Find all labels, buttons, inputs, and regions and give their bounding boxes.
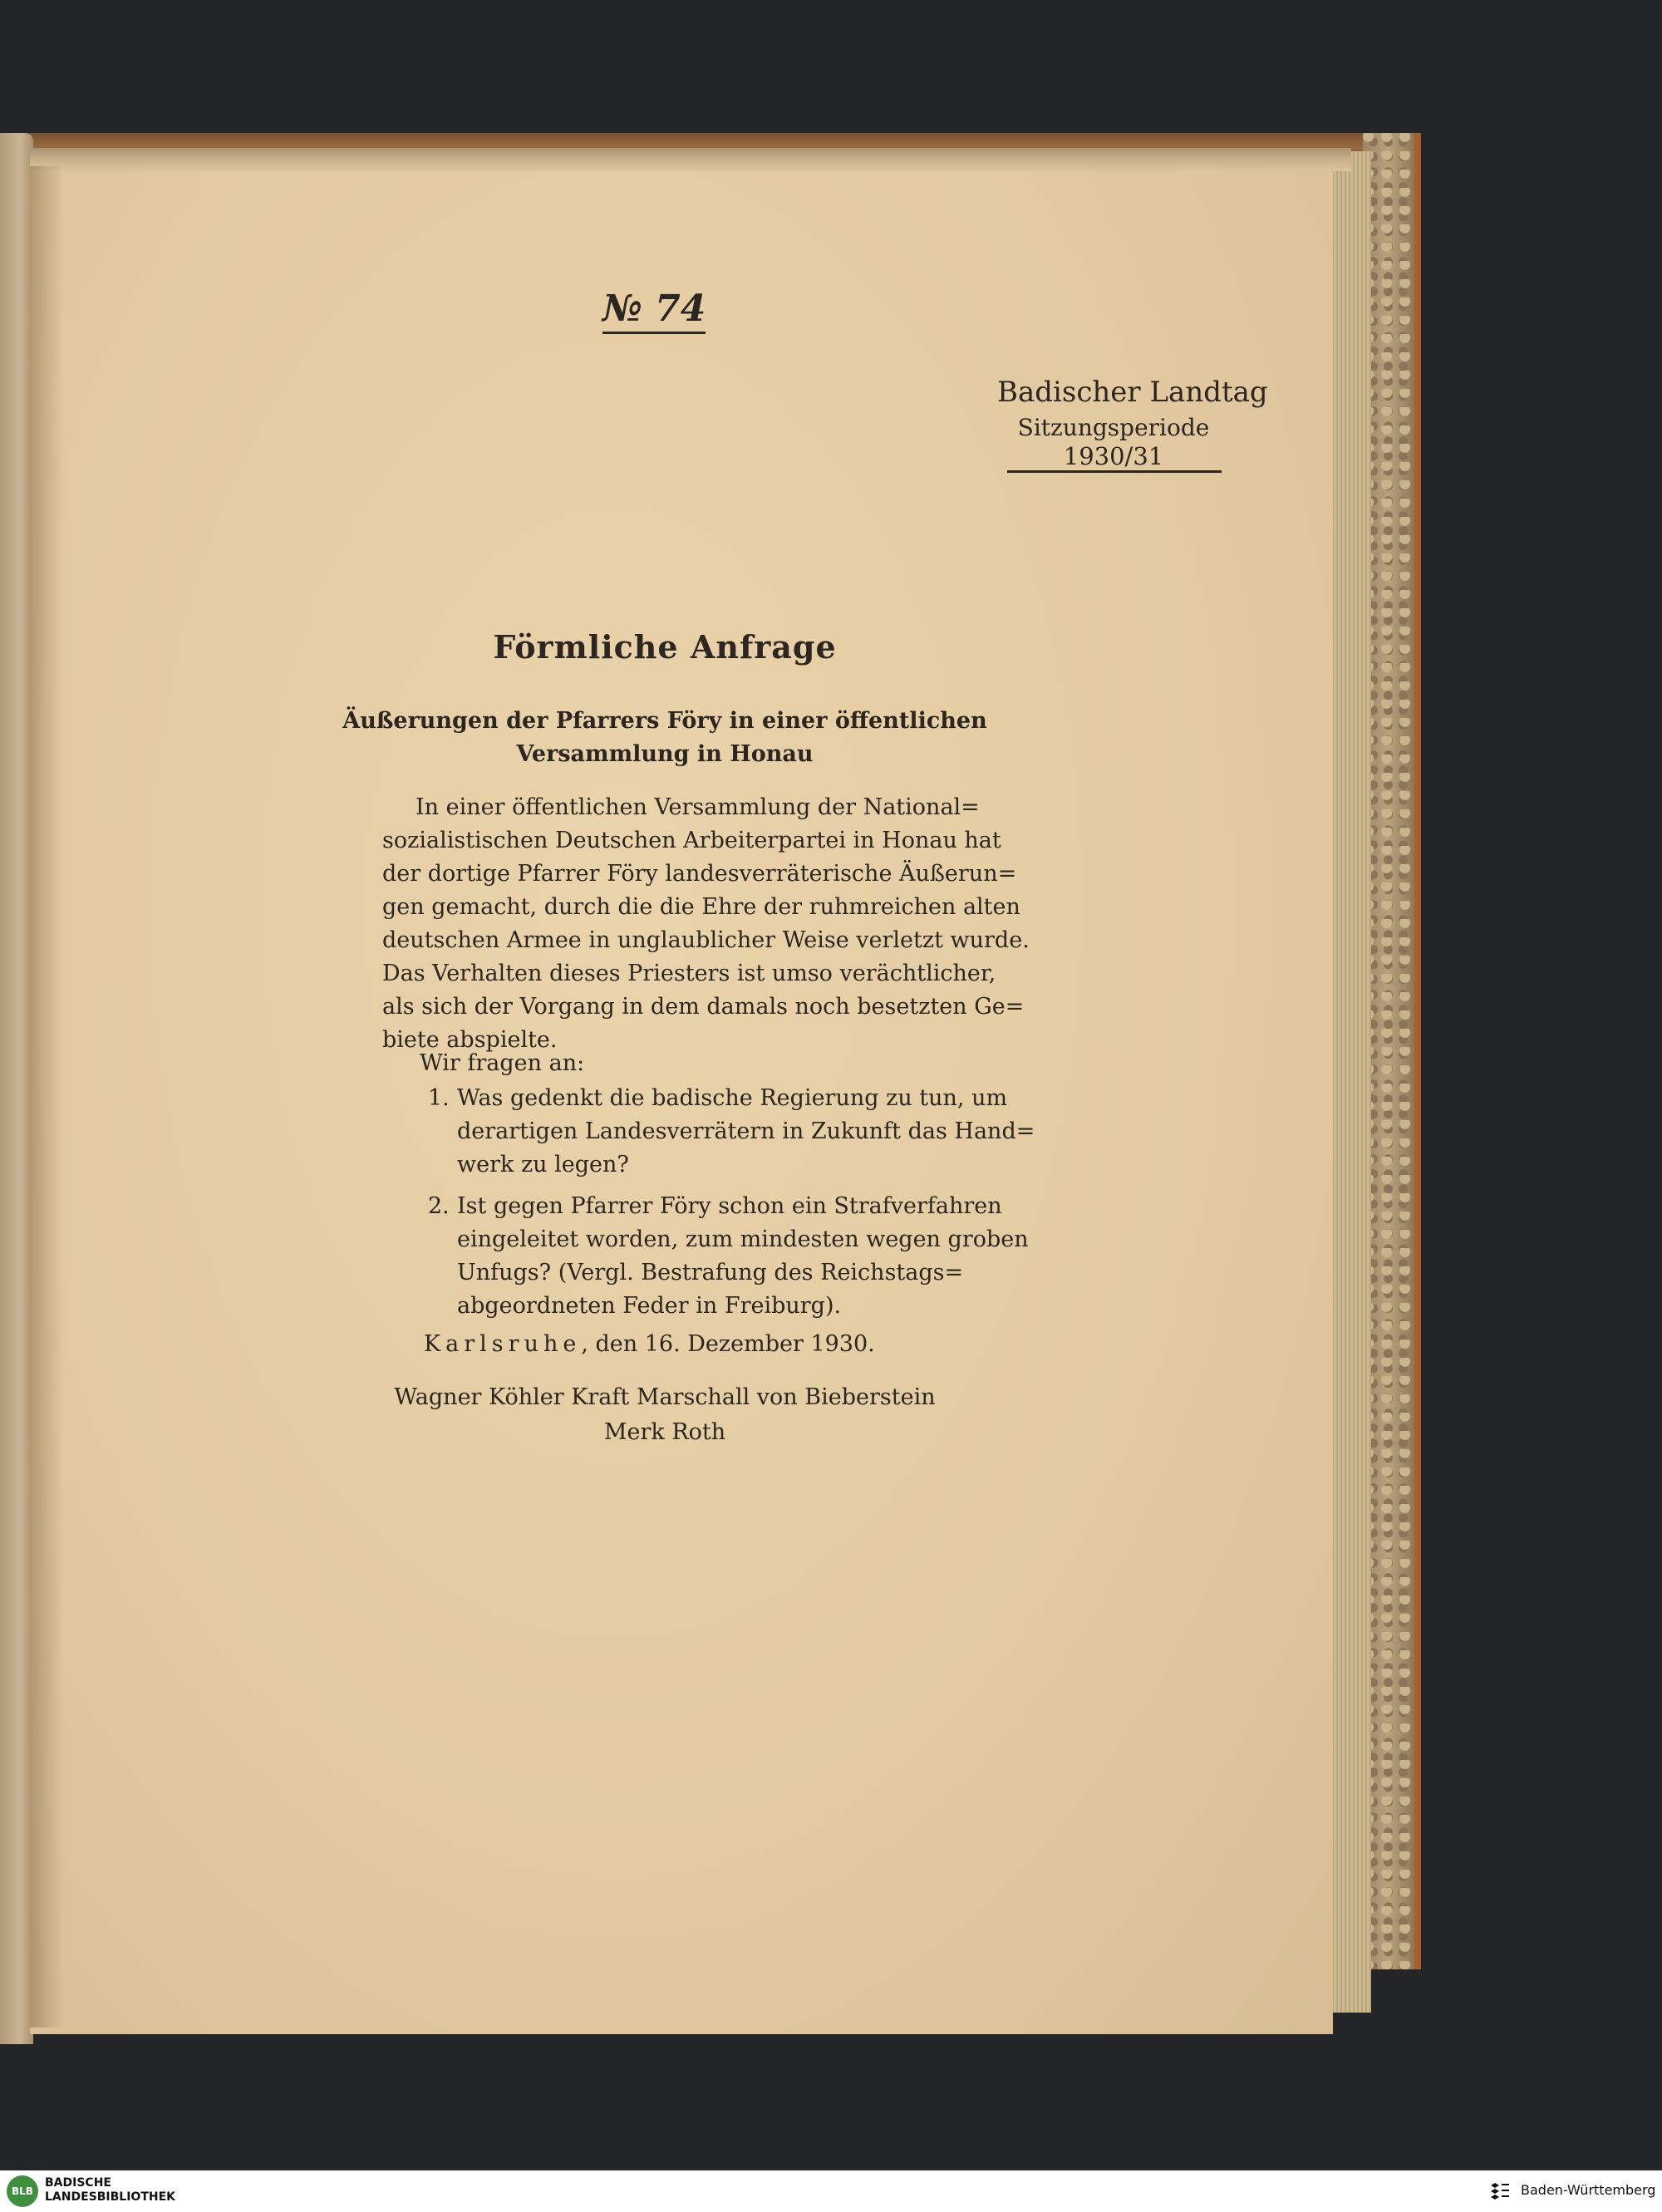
- date: , den 16. Dezember 1930.: [581, 1331, 875, 1357]
- institution-name: Badischer Landtag: [997, 376, 1268, 409]
- blb-logo-icon: BLB: [7, 2175, 38, 2207]
- library-name: BADISCHE LANDESBIBLIOTHEK: [45, 2176, 176, 2204]
- session-label: Sitzungsperiode: [1017, 414, 1210, 441]
- question-line: Unfugs? (Vergl. Bestrafung des Reichstags=: [457, 1260, 964, 1285]
- question-line: abgeordneten Feder in Freiburg).: [457, 1293, 842, 1319]
- baden-wuerttemberg-emblem-icon: [1487, 2179, 1512, 2204]
- question-intro-text: Wir fragen an:: [420, 1050, 585, 1076]
- footer-bar: [0, 2170, 1662, 2212]
- header-rule: [1007, 470, 1222, 473]
- gutter-shadow: [30, 166, 63, 2028]
- document-title: Förmliche Anfrage: [493, 628, 837, 666]
- body-line: gen gemacht, durch die die Ehre der ruhmreichen alten: [382, 894, 1020, 920]
- question-number: 1.: [428, 1085, 450, 1111]
- body-line: deutschen Armee in unglaublicher Weise verletzt wurde.: [382, 927, 1030, 953]
- book-binding-right: [1363, 133, 1421, 1969]
- body-line: als sich der Vorgang in dem damals noch besetzten Ge=: [382, 994, 1025, 1020]
- signatories-line: Merk Roth: [603, 1419, 726, 1445]
- question-line: eingeleitet worden, zum mindesten wegen groben: [457, 1226, 1029, 1252]
- signatories-line: Wagner Köhler Kraft Marschall von Bieberstein: [394, 1384, 936, 1410]
- question-line: derartigen Landesverrätern in Zukunft das Hand=: [457, 1118, 1035, 1144]
- body-line: biete abspielte.: [382, 1027, 558, 1053]
- page-top-edge: [30, 148, 1351, 171]
- question-number: 2.: [428, 1193, 450, 1219]
- body-line: der dortige Pfarrer Föry landesverräterische Äußerun=: [382, 861, 1017, 887]
- question-line: werk zu legen?: [457, 1152, 629, 1177]
- state-label: Baden-Württemberg: [1521, 2182, 1656, 2198]
- body-line: Das Verhalten dieses Priesters ist umso verächtlicher,: [382, 961, 996, 986]
- subtitle-line: Äußerungen der Pfarrers Föry in einer öffentlichen: [342, 708, 987, 734]
- question-line: Was gedenkt die badische Regierung zu tun, um: [457, 1085, 1008, 1111]
- document-number: № 74: [602, 288, 706, 334]
- body-line: sozialistischen Deutschen Arbeiterpartei in Honau hat: [382, 828, 1001, 853]
- session-years: 1930/31: [1063, 442, 1164, 470]
- subtitle-line: Versammlung in Honau: [516, 741, 814, 767]
- body-line: In einer öffentlichen Versammlung der National=: [416, 794, 980, 820]
- left-page-edge: [0, 133, 33, 2044]
- question-line: Ist gegen Pfarrer Föry schon ein Strafverfahren: [457, 1193, 1002, 1219]
- place-date: [424, 1331, 875, 1357]
- place: Karlsruhe: [424, 1331, 582, 1357]
